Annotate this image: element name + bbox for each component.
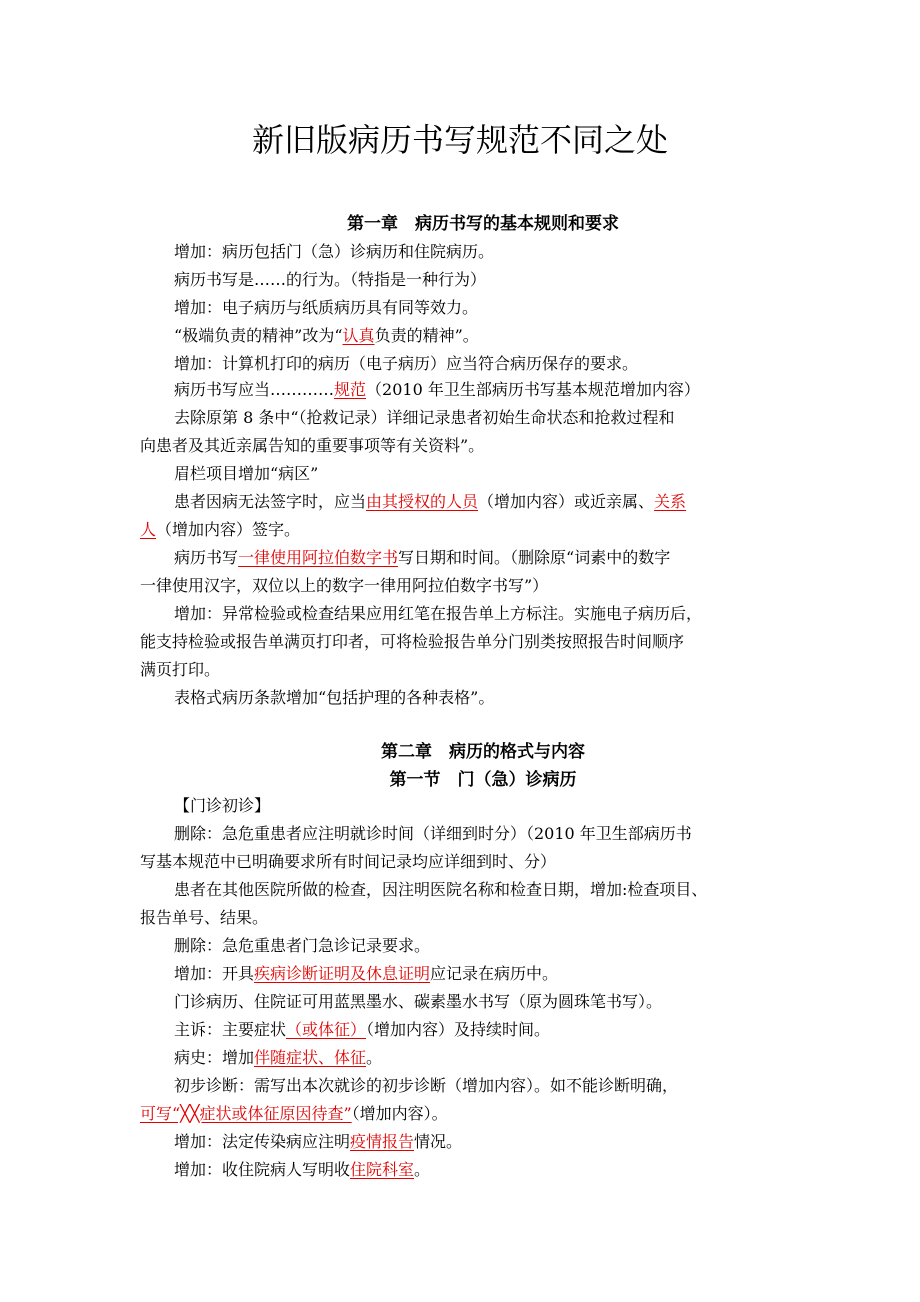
text: 病史：增加	[174, 1048, 255, 1067]
ch2-paragraph-6	[174, 1018, 550, 1042]
text: 增加：开具	[174, 964, 255, 983]
text: （增加内容）或近亲属、	[478, 492, 655, 511]
ch2-paragraph-5: 门诊病历、住院证可用蓝黑墨水、碳素墨水书写（原为圆珠笔书写）。	[174, 992, 663, 1011]
ch1-paragraph-7-line-2: 向患者及其近亲属告知的重要事项等有关资料”。	[140, 436, 485, 455]
ch2-paragraph-4	[174, 962, 558, 986]
ch2-paragraph-3: 删除：急危重患者门急诊记录要求。	[174, 936, 431, 955]
red-highlight: 疾病诊断证明及休息证明	[254, 964, 431, 983]
text: 写日期和时间。（删除原“词素中的数字	[398, 548, 671, 567]
ch1-paragraph-3: 增加：电子病历与纸质病历具有同等效力。	[174, 298, 479, 317]
text: 主诉：主要症状	[174, 1020, 287, 1039]
ch1-paragraph-5: 增加：计算机打印的病历（电子病历）应当符合病历保存的要求。	[174, 354, 639, 373]
ch1-paragraph-12: 表格式病历条款增加“包括护理的各种表格”。	[174, 688, 495, 707]
ch1-paragraph-11-line-2: 能支持检验或报告单满页打印者，可将检验报告单分门别类按照报告时间顺序	[140, 632, 685, 651]
red-highlight: 疫情报告	[350, 1132, 415, 1151]
red-highlight: 由其授权的人员	[366, 492, 479, 511]
ch2-paragraph-7	[174, 1046, 382, 1070]
text: 负责的精神”。	[374, 326, 479, 345]
red-highlight: 关系	[654, 492, 687, 511]
ch1-paragraph-10-line-1	[174, 546, 670, 570]
ch2-paragraph-8-line-2	[140, 1102, 448, 1126]
red-highlight: 人	[140, 520, 157, 539]
text: （增加内容）及持续时间。	[366, 1020, 551, 1039]
ch1-paragraph-2: 病历书写是……的行为。（特指是一种行为）	[174, 270, 487, 289]
text: 情况。	[414, 1132, 463, 1151]
red-highlight: （或体征）	[286, 1020, 367, 1039]
ch1-paragraph-10-line-2: 一律使用汉字，双位以上的数字一律用阿拉伯数字书写”）	[140, 576, 549, 595]
ch2-paragraph-1-line-1: 删除：急危重患者应注明就诊时间（详细到时分）（2010 年卫生部病历书	[174, 824, 692, 843]
ch1-paragraph-9-line-2	[140, 518, 300, 542]
section-heading: 第一节 门（急）诊病历	[389, 770, 577, 790]
text: 。	[414, 1160, 431, 1179]
ch1-paragraph-7-line-1: 去除原第 8 条中“（抢救记录）详细记录患者初始生命状态和抢救过程和	[174, 408, 675, 427]
red-highlight: 认真	[342, 326, 375, 345]
ch2-paragraph-2-line-2: 报告单号、结果。	[140, 908, 269, 927]
ch1-paragraph-9-line-1	[174, 490, 686, 514]
red-highlight: 伴随症状、体征	[254, 1048, 367, 1067]
text: （增加内容）签字。	[156, 520, 301, 539]
ch1-paragraph-6	[174, 378, 700, 402]
text: 。	[366, 1048, 383, 1067]
text: 病历书写应当…………	[174, 380, 335, 399]
ch1-paragraph-11-line-3: 满页打印。	[140, 660, 221, 679]
red-highlight: 规范	[334, 380, 367, 399]
ch1-paragraph-4	[174, 324, 479, 348]
text: “极端负责的精神”改为“	[174, 326, 343, 345]
red-highlight: 住院科室	[350, 1160, 415, 1179]
chapter2-heading: 第二章 病历的格式与内容	[381, 742, 585, 762]
ch1-paragraph-8: 眉栏项目增加“病区”	[174, 464, 319, 483]
ch1-paragraph-1: 增加：病历包括门（急）诊病历和住院病历。	[174, 242, 495, 261]
ch2-paragraph-8-line-1: 初步诊断：需写出本次就诊的初步诊断（增加内容）。如不能诊断明确，	[174, 1076, 679, 1095]
ch2-paragraph-2-line-1: 患者在其他医院所做的检查，因注明医院名称和检查日期，增加:检查项目、	[174, 880, 708, 899]
ch2-paragraph-1-line-2: 写基本规范中已明确要求所有时间记录均应详细到时、分）	[140, 852, 557, 871]
document-title: 新旧版病历书写规范不同之处	[251, 121, 668, 159]
text: （增加内容）。	[351, 1104, 448, 1123]
text: （2010 年卫生部病历书写基本规范增加内容）	[366, 380, 700, 399]
text: 患者因病无法签字时，应当	[174, 492, 367, 511]
text: 应记录在病历中。	[430, 964, 559, 983]
text: 增加：法定传染病应注明	[174, 1132, 351, 1151]
ch2-paragraph-9	[174, 1130, 462, 1154]
red-highlight: 可写“╳╳症状或体征原因待查”	[140, 1104, 352, 1123]
text: 病历书写	[174, 548, 239, 567]
ch1-paragraph-11-line-1: 增加：异常检验或检查结果应用红笔在报告单上方标注。实施电子病历后，	[174, 604, 703, 623]
red-highlight: 一律使用阿拉伯数字书	[238, 548, 399, 567]
ch2-paragraph-10	[174, 1158, 430, 1182]
text: 增加：收住院病人写明收	[174, 1160, 351, 1179]
chapter1-heading: 第一章 病历书写的基本规则和要求	[347, 214, 619, 234]
subsection-label: 【门诊初诊】	[174, 796, 271, 815]
